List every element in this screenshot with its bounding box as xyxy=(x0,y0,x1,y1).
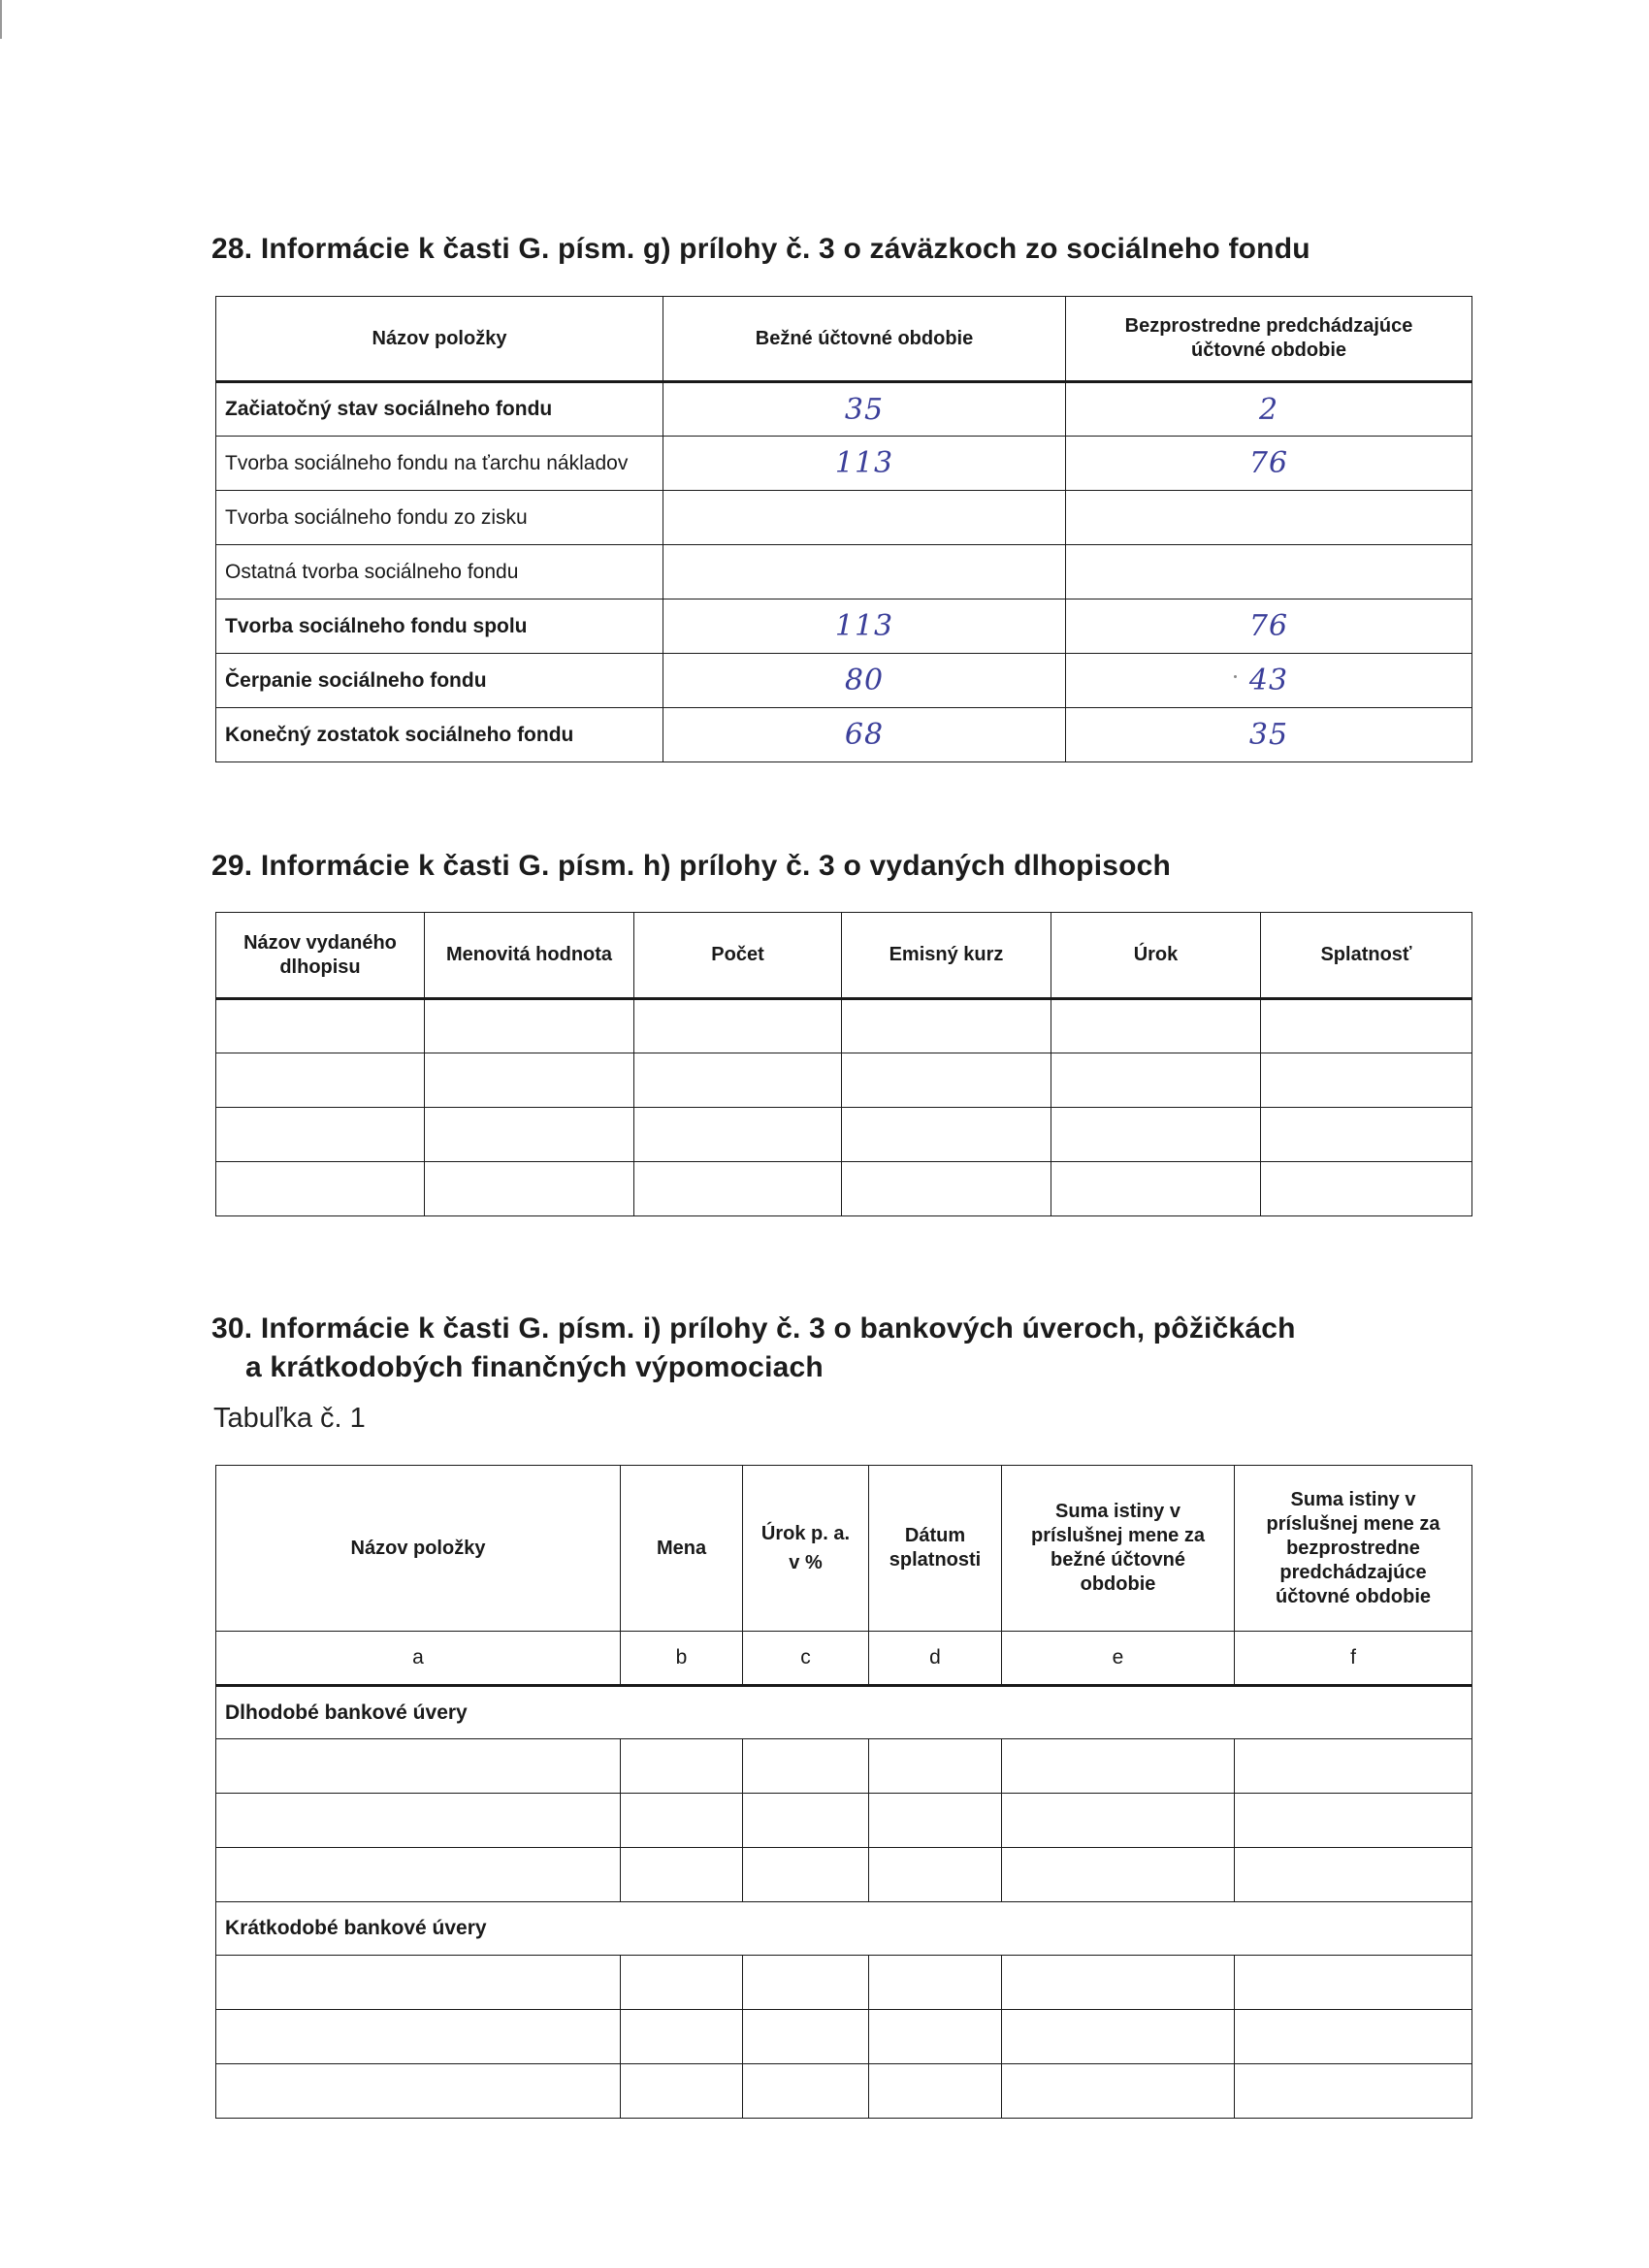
empty-cell[interactable] xyxy=(842,1162,1051,1216)
empty-cell[interactable] xyxy=(743,2064,869,2119)
row-label: Tvorba sociálneho fondu zo zisku xyxy=(216,491,663,545)
header-issue-rate: Emisný kurz xyxy=(842,913,1051,999)
empty-cell[interactable] xyxy=(216,1739,621,1794)
table-row xyxy=(216,1162,1472,1216)
empty-cell[interactable] xyxy=(743,1848,869,1902)
column-letter: e xyxy=(1002,1632,1235,1686)
empty-cell[interactable] xyxy=(621,1956,743,2010)
header-current-period: Bežné účtovné obdobie xyxy=(663,297,1066,382)
section-30-title-line2: a krátkodobých finančných výpomociach xyxy=(245,1351,824,1383)
empty-cell[interactable] xyxy=(216,1956,621,2010)
header-item-name: Názov položky xyxy=(216,297,663,382)
section-28-title: 28. Informácie k časti G. písm. g) prílohy č. 3 o záväzkoch zo sociálneho fondu xyxy=(211,233,1310,265)
header-nominal-value: Menovitá hodnota xyxy=(425,913,634,999)
empty-cell[interactable] xyxy=(1051,999,1261,1053)
table-row xyxy=(216,491,1472,545)
empty-cell[interactable] xyxy=(1261,999,1472,1053)
header-count: Počet xyxy=(634,913,842,999)
header-due-date: Dátum splatnosti xyxy=(869,1466,1002,1632)
empty-cell[interactable] xyxy=(1002,2010,1235,2064)
previous-value-cell[interactable]: 76 xyxy=(1066,599,1472,654)
empty-cell[interactable] xyxy=(1002,1848,1235,1902)
empty-cell[interactable] xyxy=(216,1848,621,1902)
empty-cell[interactable] xyxy=(1002,1794,1235,1848)
column-letter: c xyxy=(743,1632,869,1686)
header-interest-rate: Úrok p. a. v % xyxy=(743,1466,869,1632)
row-label: Ostatná tvorba sociálneho fondu xyxy=(216,545,663,599)
header-previous-period: Bezprostredne predchádzajúce účtovné obdobie xyxy=(1066,297,1472,382)
header-principal-previous: Suma istiny v príslušnej mene za bezprostredne predchádzajúce účtovné obdobie xyxy=(1235,1466,1472,1632)
current-value-cell[interactable]: 80 xyxy=(663,654,1066,708)
empty-cell[interactable] xyxy=(621,1848,743,1902)
empty-cell[interactable] xyxy=(1235,2010,1472,2064)
previous-value-cell[interactable] xyxy=(1066,491,1472,545)
empty-cell[interactable] xyxy=(216,2064,621,2119)
header-currency: Mena xyxy=(621,1466,743,1632)
empty-cell[interactable] xyxy=(842,1108,1051,1162)
column-letter: d xyxy=(869,1632,1002,1686)
current-value-cell[interactable]: 113 xyxy=(663,437,1066,491)
empty-cell[interactable] xyxy=(216,1162,425,1216)
empty-cell[interactable] xyxy=(425,1162,634,1216)
previous-value-cell[interactable] xyxy=(1066,545,1472,599)
row-label: Čerpanie sociálneho fondu xyxy=(216,654,663,708)
column-letter: b xyxy=(621,1632,743,1686)
group-short-term-loans: Krátkodobé bankové úvery xyxy=(216,1902,1472,1956)
table-row xyxy=(216,599,1472,654)
group-long-term-loans: Dlhodobé bankové úvery xyxy=(216,1686,1472,1739)
section-30-title-line1: 30. Informácie k časti G. písm. i) prílohy č. 3 o bankových úveroch, pôžičkách xyxy=(211,1312,1296,1345)
empty-cell[interactable] xyxy=(1261,1108,1472,1162)
current-value-cell[interactable] xyxy=(663,491,1066,545)
empty-cell[interactable] xyxy=(1002,2064,1235,2119)
table-row xyxy=(216,1053,1472,1108)
empty-cell[interactable] xyxy=(216,999,425,1053)
table-row xyxy=(216,2010,1472,2064)
empty-cell[interactable] xyxy=(1002,1956,1235,2010)
column-letter: a xyxy=(216,1632,621,1686)
section-30-title xyxy=(211,1310,1296,1387)
row-label: Tvorba sociálneho fondu spolu xyxy=(216,599,663,654)
current-value-cell[interactable]: 35 xyxy=(663,382,1066,437)
empty-cell[interactable] xyxy=(869,2064,1002,2119)
empty-cell[interactable] xyxy=(1235,1956,1472,2010)
empty-cell[interactable] xyxy=(425,1053,634,1108)
previous-value-cell[interactable]: 76 xyxy=(1066,437,1472,491)
empty-cell[interactable] xyxy=(1235,2064,1472,2119)
table-row xyxy=(216,2064,1472,2119)
empty-cell[interactable] xyxy=(425,1108,634,1162)
empty-cell[interactable] xyxy=(216,1794,621,1848)
empty-cell[interactable] xyxy=(842,999,1051,1053)
column-letter: f xyxy=(1235,1632,1472,1686)
empty-cell[interactable] xyxy=(1235,1794,1472,1848)
table-row xyxy=(216,382,1472,437)
empty-cell[interactable] xyxy=(743,1739,869,1794)
empty-cell[interactable] xyxy=(216,1108,425,1162)
empty-cell[interactable] xyxy=(743,1794,869,1848)
table-row xyxy=(216,999,1472,1053)
previous-value-cell[interactable]: 43 xyxy=(1066,654,1472,708)
empty-cell[interactable] xyxy=(1002,1739,1235,1794)
empty-cell[interactable] xyxy=(1261,1162,1472,1216)
empty-cell[interactable] xyxy=(621,2064,743,2119)
empty-cell[interactable] xyxy=(1051,1162,1261,1216)
current-value-cell[interactable]: 113 xyxy=(663,599,1066,654)
table-row xyxy=(216,1739,1472,1794)
empty-cell[interactable] xyxy=(842,1053,1051,1108)
table-row xyxy=(216,1794,1472,1848)
empty-cell[interactable] xyxy=(621,1794,743,1848)
table-row xyxy=(216,437,1472,491)
empty-cell[interactable] xyxy=(1051,1108,1261,1162)
table-row xyxy=(216,1108,1472,1162)
header-maturity: Splatnosť xyxy=(1261,913,1472,999)
header-interest: Úrok xyxy=(1051,913,1261,999)
table-row xyxy=(216,708,1472,762)
empty-cell[interactable] xyxy=(743,1956,869,2010)
empty-cell[interactable] xyxy=(869,1739,1002,1794)
empty-cell[interactable] xyxy=(621,1739,743,1794)
empty-cell[interactable] xyxy=(1051,1053,1261,1108)
empty-cell[interactable] xyxy=(869,1794,1002,1848)
header-bond-name: Názov vydaného dlhopisu xyxy=(216,913,425,999)
empty-cell[interactable] xyxy=(634,1162,842,1216)
empty-cell[interactable] xyxy=(216,1053,425,1108)
empty-cell[interactable] xyxy=(216,2010,621,2064)
table-label: Tabuľka č. 1 xyxy=(213,1403,366,1434)
previous-value-cell[interactable]: 2 xyxy=(1066,382,1472,437)
social-fund-table xyxy=(215,296,1472,762)
table-row xyxy=(216,1956,1472,2010)
bonds-table xyxy=(215,912,1472,1216)
empty-cell[interactable] xyxy=(634,1053,842,1108)
current-value-cell[interactable] xyxy=(663,545,1066,599)
empty-cell[interactable] xyxy=(743,2010,869,2064)
section-29-title: 29. Informácie k časti G. písm. h) prílohy č. 3 o vydaných dlhopisoch xyxy=(211,850,1172,882)
empty-cell[interactable] xyxy=(425,999,634,1053)
table-row xyxy=(216,1848,1472,1902)
scan-speck xyxy=(1234,675,1237,678)
empty-cell[interactable] xyxy=(634,1108,842,1162)
empty-cell[interactable] xyxy=(869,1848,1002,1902)
empty-cell[interactable] xyxy=(869,1956,1002,2010)
empty-cell[interactable] xyxy=(634,999,842,1053)
empty-cell[interactable] xyxy=(869,2010,1002,2064)
empty-cell[interactable] xyxy=(1261,1053,1472,1108)
previous-value-cell[interactable]: 35 xyxy=(1066,708,1472,762)
empty-cell[interactable] xyxy=(1235,1848,1472,1902)
row-label: Tvorba sociálneho fondu na ťarchu nákladov xyxy=(216,437,663,491)
empty-cell[interactable] xyxy=(621,2010,743,2064)
header-item-name: Názov položky xyxy=(216,1466,621,1632)
scan-edge-mark xyxy=(0,0,2,39)
row-label: Začiatočný stav sociálneho fondu xyxy=(216,382,663,437)
header-principal-current: Suma istiny v príslušnej mene za bežné účtovné obdobie xyxy=(1002,1466,1235,1632)
current-value-cell[interactable]: 68 xyxy=(663,708,1066,762)
empty-cell[interactable] xyxy=(1235,1739,1472,1794)
table-row xyxy=(216,654,1472,708)
row-label: Konečný zostatok sociálneho fondu xyxy=(216,708,663,762)
table-row xyxy=(216,545,1472,599)
bank-loans-table xyxy=(215,1465,1472,2119)
